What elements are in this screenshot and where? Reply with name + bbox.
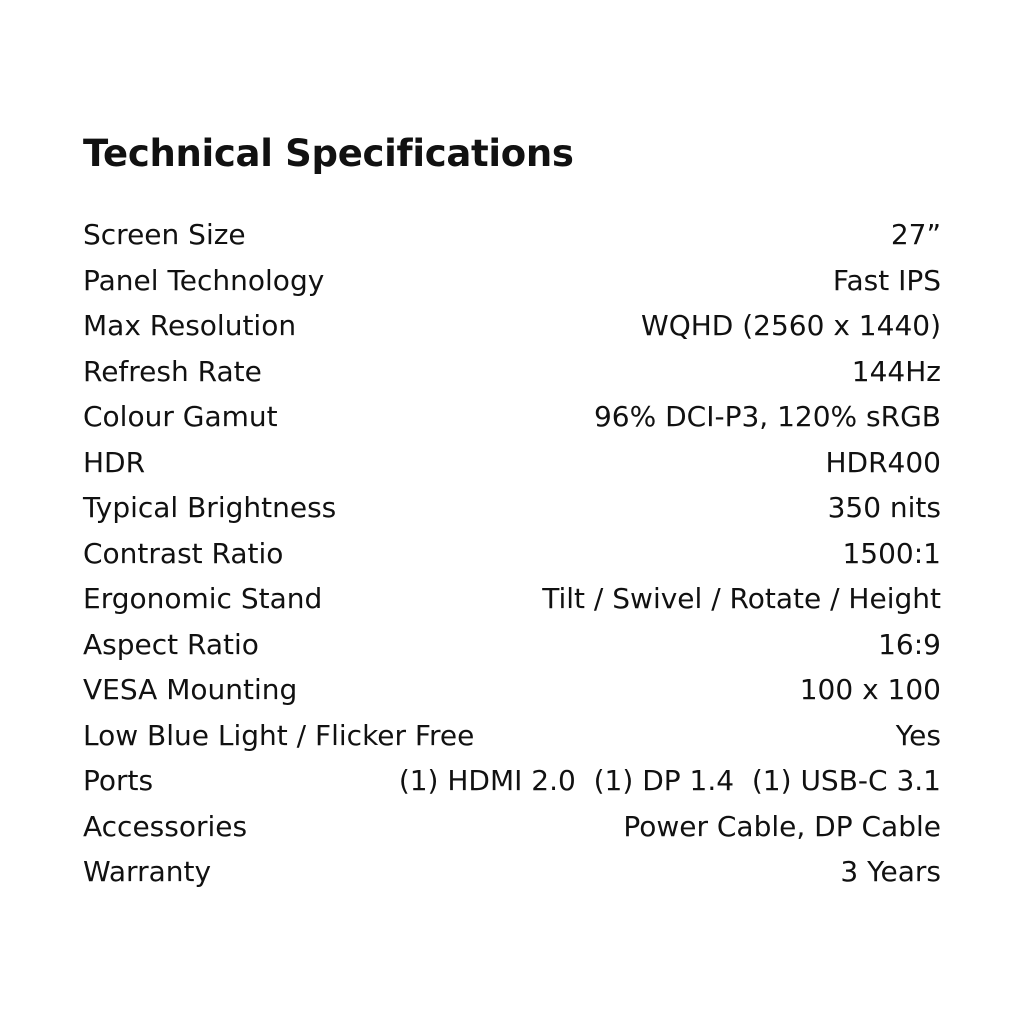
spec-row-accessories	[83, 804, 941, 850]
spec-label: Ergonomic Stand	[83, 582, 323, 615]
spec-label: Typical Brightness	[83, 491, 337, 524]
spec-label: Ports	[83, 764, 154, 797]
spec-value: (1) HDMI 2.0 (1) DP 1.4 (1) USB-C 3.1	[398, 764, 941, 797]
spec-value: 3 Years	[840, 855, 941, 888]
spec-label: Accessories	[83, 809, 248, 843]
spec-value: Tilt / Swivel / Rotate / Height	[542, 582, 941, 615]
spec-value: 96% DCI-P3, 120% sRGB	[593, 400, 941, 433]
spec-label: Aspect Ratio	[83, 627, 259, 661]
spec-label: HDR	[83, 445, 146, 479]
spec-row-typical-brightness	[83, 485, 941, 531]
spec-value: 100 x 100	[799, 673, 941, 706]
spec-label: Panel Technology	[83, 263, 325, 297]
spec-label: Refresh Rate	[83, 354, 262, 388]
spec-row-ergonomic-stand	[83, 576, 941, 622]
spec-row-warranty	[83, 849, 941, 895]
spec-sheet	[83, 128, 941, 895]
spec-label: VESA Mounting	[83, 673, 298, 706]
spec-list	[83, 212, 941, 895]
spec-row-low-blue-light	[83, 713, 941, 759]
spec-row-hdr	[83, 440, 941, 486]
spec-row-contrast-ratio	[83, 531, 941, 577]
spec-value: HDR400	[825, 445, 941, 479]
spec-value: 350 nits	[827, 491, 941, 524]
spec-value: Fast IPS	[832, 263, 941, 297]
spec-value: 144Hz	[851, 354, 941, 388]
spec-value: 27”	[890, 218, 941, 251]
spec-row-vesa-mounting	[83, 667, 941, 713]
spec-row-refresh-rate	[83, 349, 941, 395]
spec-row-max-resolution	[83, 303, 941, 349]
spec-label: Low Blue Light / Flicker Free	[83, 718, 475, 752]
spec-label: Screen Size	[83, 218, 246, 251]
spec-label: Contrast Ratio	[83, 536, 284, 570]
spec-row-aspect-ratio	[83, 622, 941, 668]
spec-value: 16:9	[878, 627, 941, 661]
spec-value: 1500:1	[842, 536, 941, 570]
spec-value: Yes	[895, 718, 941, 752]
spec-label: Colour Gamut	[83, 400, 278, 433]
spec-row-panel-technology	[83, 258, 941, 304]
spec-value: WQHD (2560 x 1440)	[641, 309, 941, 342]
page-title: Technical Specifications	[83, 132, 574, 175]
spec-label: Max Resolution	[83, 309, 297, 342]
spec-row-screen-size	[83, 212, 941, 258]
spec-row-colour-gamut	[83, 394, 941, 440]
spec-row-ports	[83, 758, 941, 804]
spec-label: Warranty	[83, 855, 212, 888]
spec-value: Power Cable, DP Cable	[623, 809, 941, 843]
